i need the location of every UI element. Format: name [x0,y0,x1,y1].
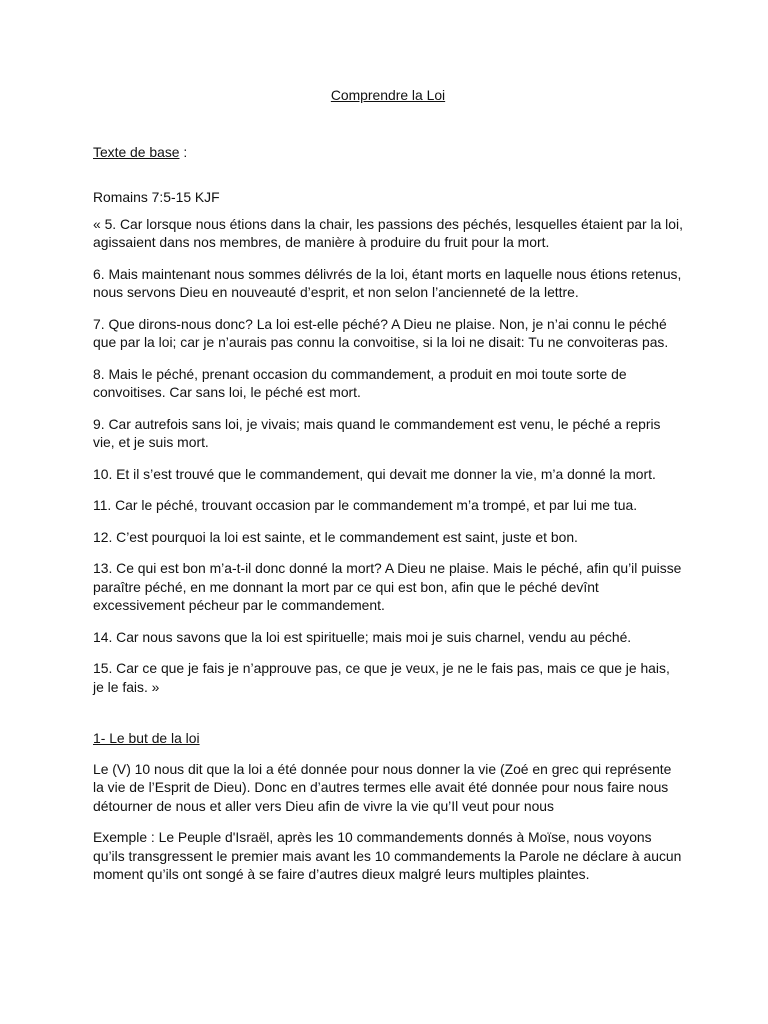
base-text-label: Texte de base [93,143,180,160]
verse-10: 10. Et il s’est trouvé que le commandement, qui devait me donner la vie, m’a donné la mort. [93,465,656,482]
document-page [93,86,683,884]
verse-12: 12. C’est pourquoi la loi est sainte, et le commandement est saint, juste et bon. [93,528,578,545]
scripture-reference: Romains 7:5-15 KJF [93,189,220,205]
verse-6: 6. Mais maintenant nous sommes délivrés de la loi, étant morts en laquelle nous étions retenus, nous servons Dieu en nouveauté d’esprit, et non selon l’ancienneté de la lettre. [93,265,682,300]
verse-7: 7. Que dirons-nous donc? La loi est-elle péché? A Dieu ne plaise. Non, je n’ai connu le péché que par la loi; car je n’aurais pas connu la convoitise, si la loi ne disait: Tu ne convoiteras pas. [93,315,669,350]
base-text-label-line [93,143,683,162]
verse-8: 8. Mais le péché, prenant occasion du commandement, a produit en moi toute sorte de convoitises. Car sans loi, le péché est mort. [93,365,627,400]
verse-9: 9. Car autrefois sans loi, je vivais; mais quand le commandement est venu, le péché a repris vie, et je suis mort. [93,415,661,450]
verse-11: 11. Car le péché, trouvant occasion par le commandement m’a trompé, et par lui me tua. [93,497,638,513]
verse-15: 15. Car ce que je fais je n’approuve pas, ce que je veux, je ne le fais pas, mais ce que je hais, je le fais. » [93,660,670,695]
verse-5: « 5. Car lorsque nous étions dans la chair, les passions des péchés, lesquelles étaient par la loi, agissaient dans nos membres, de manière à produire du fruit pour la mort. [93,215,683,250]
section-heading-but-de-la-loi: 1- Le but de la loi [93,730,200,746]
document-title: Comprendre la Loi [330,87,446,103]
base-text-label-colon: : [179,143,188,160]
section-paragraph-example: Exemple : Le Peuple d'Israël, après les 10 commandements donnés à Moïse, nous voyons qu’ils transgressent le premier mais avant les 10 commandements la Parole ne déclare à aucun moment qu’ils ont songé à se faire d’autres dieux malgré leurs multiples plaintes. [93,829,682,882]
section-paragraph-1: Le (V) 10 nous dit que la loi a été donnée pour nous donner la vie (Zoé en grec qui représente la vie de l’Esprit de Dieu). Donc en d’autres termes elle avait été donnée pour nous faire nous détourner de nous et aller vers Dieu afin de vivre la vie qu’Il veut pour nous [93,760,672,814]
verse-13: 13. Ce qui est bon m’a-t-il donc donné la mort? A Dieu ne plaise. Mais le péché, afin qu’il puisse paraître péché, en me donnant la mort par ce qui est bon, afin que le péché devînt excessivement pécheur par le commandement. [93,560,682,613]
verse-14: 14. Car nous savons que la loi est spirituelle; mais moi je suis charnel, vendu au péché. [93,628,632,645]
